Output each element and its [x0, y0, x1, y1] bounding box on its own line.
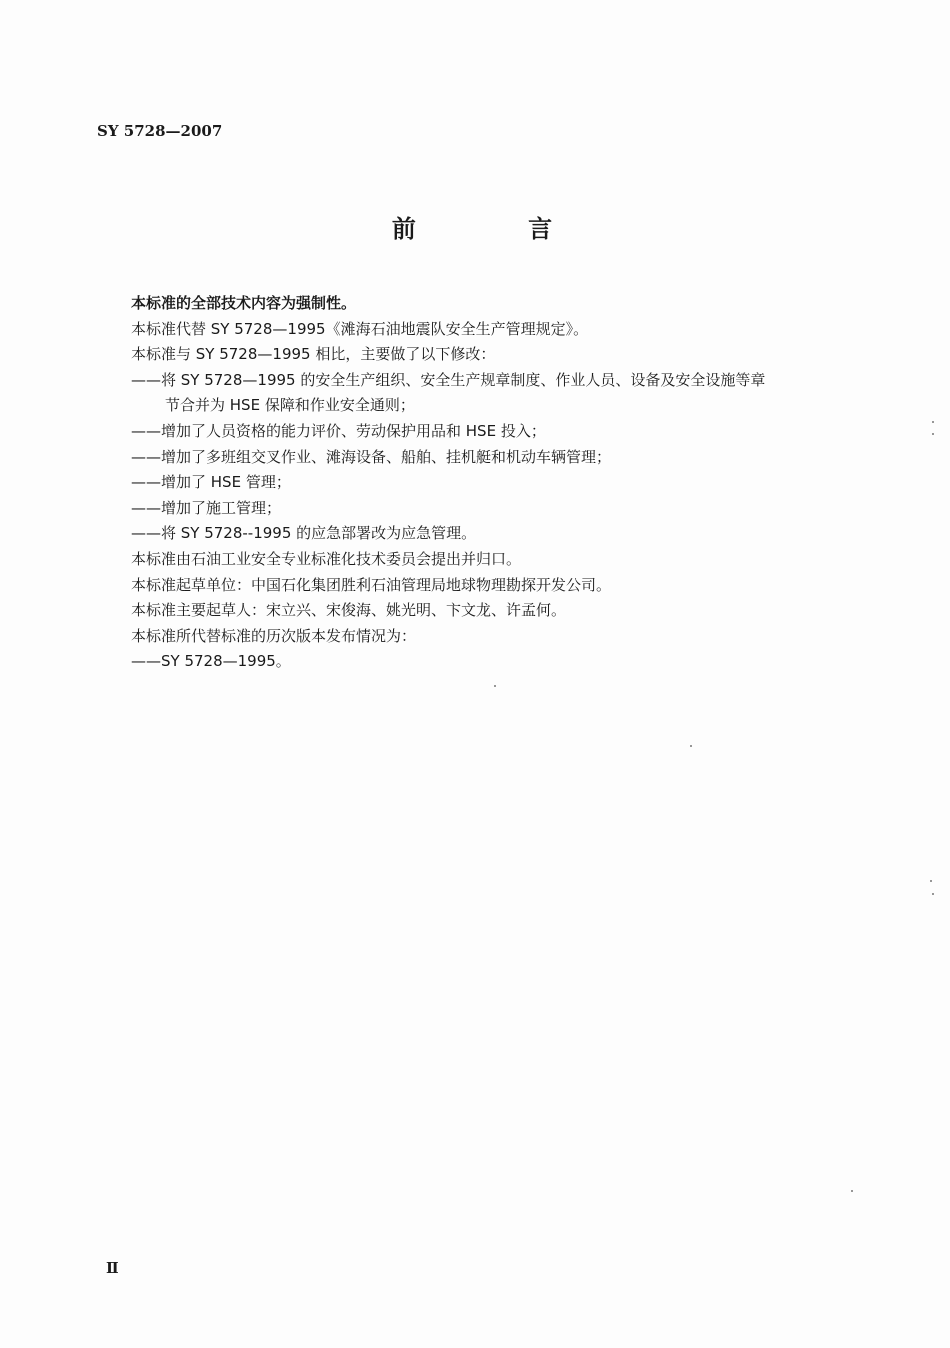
- change-item: ——增加了多班组交叉作业、滩海设备、船舶、挂机艇和机动车辆管理；: [131, 447, 612, 466]
- standard-code: SY 5728—2007: [97, 122, 223, 140]
- change-item-continuation: 节合并为 HSE 保障和作业安全通则；: [165, 396, 415, 415]
- paragraph-history-intro: 本标准所代替标准的历次版本发布情况为：: [131, 626, 417, 645]
- page-title: 前 言: [391, 215, 605, 243]
- change-item: ——将 SY 5728—1995 的安全生产组织、安全生产规章制度、作业人员、设备及安全设施等章: [131, 370, 766, 389]
- scan-speck: [930, 880, 932, 882]
- scan-speck: [932, 421, 934, 423]
- scan-speck: [932, 433, 934, 435]
- change-item: ——增加了 HSE 管理；: [131, 473, 291, 492]
- scan-speck: [690, 745, 692, 747]
- paragraph-proposer: 本标准由石油工业安全专业标准化技术委员会提出并归口。: [131, 549, 522, 568]
- paragraph-drafters: 本标准主要起草人：宋立兴、宋俊海、姚光明、卞文龙、许孟何。: [131, 601, 567, 620]
- paragraph-mandatory: 本标准的全部技术内容为强制性。: [131, 294, 357, 312]
- paragraph-replaces: 本标准代替 SY 5728—1995《滩海石油地震队安全生产管理规定》。: [131, 319, 589, 338]
- change-item: ——将 SY 5728--1995 的应急部署改为应急管理。: [131, 524, 477, 543]
- scan-speck: [494, 685, 496, 687]
- paragraph-drafting-unit: 本标准起草单位：中国石化集团胜利石油管理局地球物理勘探开发公司。: [131, 575, 612, 594]
- change-item: ——增加了施工管理；: [131, 498, 282, 517]
- history-item: ——SY 5728—1995。: [131, 652, 291, 671]
- paragraph-changes-intro: 本标准与 SY 5728—1995 相比，主要做了以下修改：: [131, 345, 496, 364]
- foreword-body: [131, 291, 851, 675]
- page-number: Ⅱ: [106, 1259, 119, 1277]
- scan-speck: [932, 893, 934, 895]
- scan-speck: [851, 1190, 853, 1192]
- change-item: ——增加了人员资格的能力评价、劳动保护用品和 HSE 投入；: [131, 421, 546, 440]
